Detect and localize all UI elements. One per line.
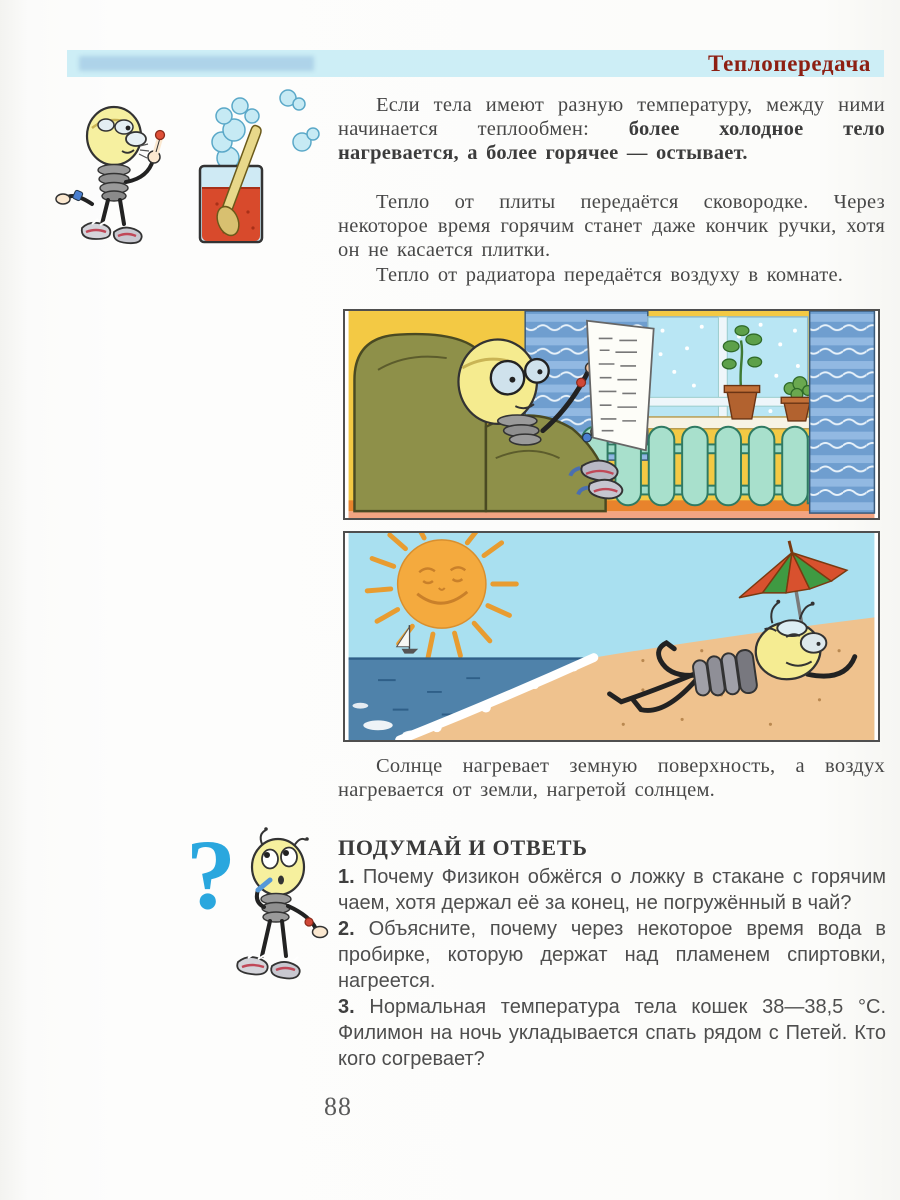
physicon-thinking xyxy=(237,827,327,978)
figure-beach-sun xyxy=(343,531,880,742)
question-item-1 xyxy=(338,864,886,916)
section-title: Теплопередача xyxy=(708,51,871,76)
think-answer-heading: ПОДУМАЙ И ОТВЕТЬ xyxy=(338,835,588,860)
question-text: Нормальная температура тела кошек 38—38,5 °C. Филимон на ночь укладывается спать рядом с Петей. Кто кого согревает? xyxy=(338,996,886,1070)
tea-glass-scene xyxy=(52,86,322,286)
question-item-3 xyxy=(338,994,886,1072)
thinking-illustration xyxy=(178,812,336,992)
paragraph-stove: Тепло от плиты передаётся сковородке. Через некоторое время горячим станет даже кончик ручки, хотя он не касается плитки. xyxy=(338,191,885,262)
curtain-right xyxy=(810,311,875,513)
paragraph-text: Если тела имеют разную температуру, между ними начинается теплообмен: xyxy=(338,94,885,141)
question-number: 3. xyxy=(338,996,355,1018)
question-number: 1. xyxy=(338,866,355,888)
question-mark-icon: ? xyxy=(186,819,236,930)
physicon-thinking-scene xyxy=(178,812,336,992)
tea-glass-illustration xyxy=(52,86,322,286)
beach-sun-scene xyxy=(345,533,878,740)
paragraph-sun: Солнце нагревает земную поверхность, а воздух нагревается от земли, нагретой солнцем. xyxy=(338,755,885,802)
print-bleed-artifact xyxy=(79,56,314,71)
physicon-character xyxy=(56,107,165,243)
sneakers-icon xyxy=(237,953,300,979)
page-number: 88 xyxy=(324,1092,352,1121)
question-number: 2. xyxy=(338,918,355,940)
steam-icon xyxy=(212,90,319,169)
question-list xyxy=(338,864,886,1072)
newspaper xyxy=(587,321,654,450)
sneakers-icon xyxy=(82,219,142,243)
paragraph-intro xyxy=(338,93,885,166)
question-text: Почему Физикон обжёгся о ложку в стакане с горячим чаем, хотя держал её за конец, не погружённый в чай? xyxy=(338,866,887,914)
paragraph-radiator: Тепло от радиатора передаётся воздуху в комнате. xyxy=(376,264,844,286)
paragraph-bold-rule: более холодное тело нагревается, а более горячее — остывает. xyxy=(338,118,885,165)
question-item-2 xyxy=(338,916,886,994)
room-radiator-scene xyxy=(345,311,878,518)
question-text: Объясните, почему через некоторое время вода в пробирке, которую держат над пламенем спиртовки, нагреется. xyxy=(338,918,887,992)
figure-room-radiator xyxy=(343,309,880,520)
section-header-bar xyxy=(67,50,884,77)
